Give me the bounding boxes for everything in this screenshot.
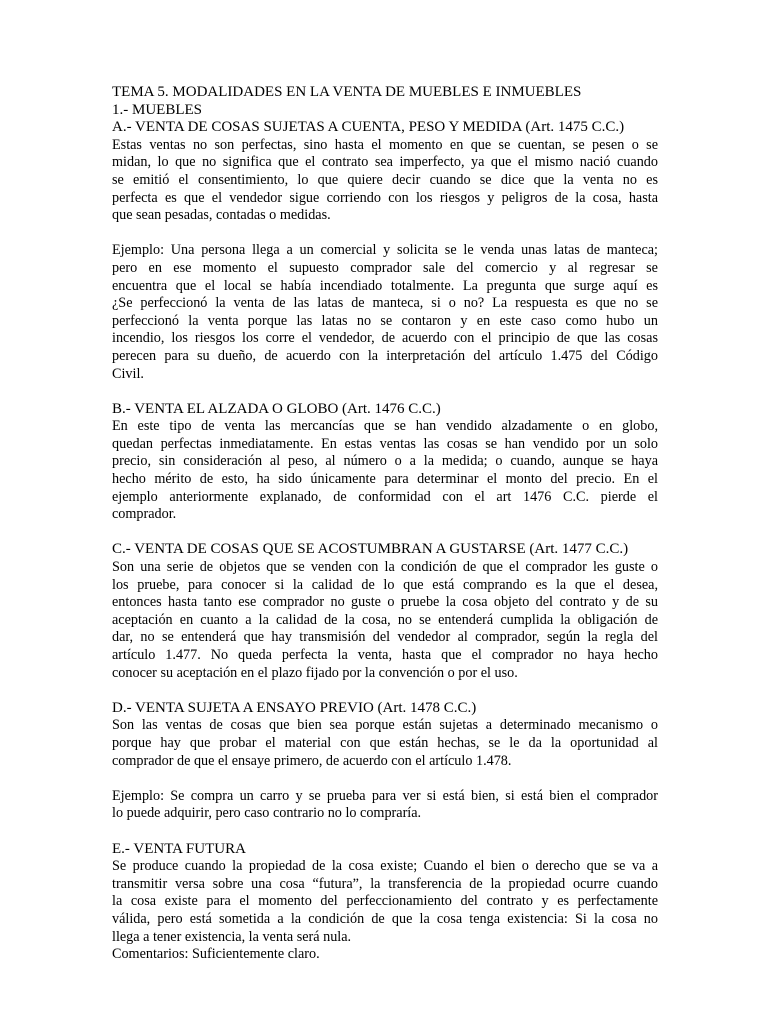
text-line: Ejemplo: Una persona llega a un comercial y solicita se le venda unas latas de manteca; <box>112 242 658 259</box>
text-line: encuentra que el local se había incendiado totalmente. La pregunta que surge aquí es <box>112 277 658 294</box>
text-line: midan, lo que no significa que el contrato sea imperfecto, ya que el mismo nació cuando <box>112 154 658 171</box>
text-line: llega a tener existencia, la venta será nula. <box>112 928 352 945</box>
text-line: precio, sin consideración al peso, al número o a la medida; o cuando, aunque se haya <box>112 453 658 470</box>
text-line: Son las ventas de cosas que bien sea porque están sujetas a determinado mecanismo o <box>112 717 658 734</box>
section-heading: 1.- MUEBLES <box>112 101 202 118</box>
text-line: ¿Se perfeccionó la venta de las latas de manteca, si o no? La respuesta es que no se <box>112 295 658 312</box>
paragraph-gap <box>112 770 658 788</box>
paragraph-gap <box>112 823 658 841</box>
text-line: transmitir versa sobre una cosa “futura”, la transferencia de la propiedad ocurre cuando <box>112 875 658 892</box>
text-line: En este tipo de venta las mercancías que se han vendido alzadamente o en globo, <box>112 418 658 435</box>
text-line: pero en ese momento el supuesto comprador sale del comercio y al regresar se <box>112 259 658 276</box>
text-line: quedan perfectas inmediatamente. En estas ventas las cosas se han vendido por un solo <box>112 435 658 452</box>
text-line: Ejemplo: Se compra un carro y se prueba para ver si está bien, si está bien el comprador <box>112 787 658 804</box>
text-line: comprador de que el ensaye primero, de acuerdo con el artículo 1.478. <box>112 752 512 769</box>
text-line: hecho mérito de esto, ha sido únicamente para determinar el monto del precio. En el <box>112 471 658 488</box>
paragraph-gap <box>112 383 658 401</box>
document-body <box>112 119 658 964</box>
paragraph <box>112 788 658 823</box>
text-line: se emitió el consentimiento, lo que quiere decir cuando se dice que la venta no es <box>112 171 658 188</box>
text-line: comprador. <box>112 506 177 523</box>
paragraph <box>112 242 658 383</box>
paragraph-gap <box>112 682 658 700</box>
document-title: TEMA 5. MODALIDADES EN LA VENTA DE MUEBLES E INMUEBLES <box>112 84 582 100</box>
subsection-heading: D.- VENTA SUJETA A ENSAYO PREVIO (Art. 1478 C.C.) <box>112 699 477 716</box>
paragraph <box>112 137 658 225</box>
text-line: dar, no se entenderá que hay transmisión del vendedor al comprador, según la regla del <box>112 629 658 646</box>
text-line: la cosa existe para el momento del perfeccionamiento del contrato y es perfectamente <box>112 893 658 910</box>
text-line: ejemplo anteriormente explanado, de conformidad con el art 1476 C.C. pierde el <box>112 488 658 505</box>
text-line: perfecta es que el vendedor sigue corriendo con los riesgos y peligros de la cosa, hasta <box>112 189 658 206</box>
subsection-heading: B.- VENTA EL ALZADA O GLOBO (Art. 1476 C.C.) <box>112 400 441 417</box>
paragraph <box>112 858 658 964</box>
text-line: válida, pero está sometida a la condición de que la cosa tenga existencia: Si la cosa no <box>112 910 658 927</box>
text-line: los pruebe, para conocer si la calidad de lo que está comprando es la que el desea, <box>112 576 658 593</box>
text-line: que sean pesadas, contadas o medidas. <box>112 207 331 224</box>
subsection-heading: E.- VENTA FUTURA <box>112 840 246 857</box>
paragraph-gap <box>112 524 658 542</box>
text-line: incendio, los riesgos los corre el vendedor, de acuerdo con el principio de que las cosas <box>112 330 658 347</box>
paragraph <box>112 418 658 524</box>
paragraph <box>112 717 658 770</box>
text-line: conocer su aceptación en el plazo fijado por la convención o por el uso. <box>112 664 518 681</box>
text-line: perecen para su dueño, de acuerdo con la interpretación del artículo 1.475 del Código <box>112 347 658 364</box>
subsection-heading: A.- VENTA DE COSAS SUJETAS A CUENTA, PESO Y MEDIDA (Art. 1475 C.C.) <box>112 119 625 136</box>
subsection-heading: C.- VENTA DE COSAS QUE SE ACOSTUMBRAN A GUSTARSE (Art. 1477 C.C.) <box>112 541 629 558</box>
text-line: perfeccionó la venta porque las latas no se contaron y en este caso como hubo un <box>112 312 658 329</box>
text-line: lo puede adquirir, pero caso contrario no lo compraría. <box>112 805 422 822</box>
text-line: Son una serie de objetos que se venden con la condición de que el comprador les guste o <box>112 559 658 576</box>
paragraph-gap <box>112 225 658 243</box>
text-line: artículo 1.477. No queda perfecta la venta, hasta que el comprador no haya hecho <box>112 647 658 663</box>
text-line: porque hay que probar el material con que están hechas, se le da la oportunidad al <box>112 734 658 751</box>
text-line: Civil. <box>112 365 144 382</box>
text-line: Se produce cuando la propiedad de la cosa existe; Cuando el bien o derecho que se va a <box>112 858 658 875</box>
text-line: Comentarios: Suficientemente claro. <box>112 946 320 963</box>
text-line: aceptación en cuanto a la calidad de la cosa, no se entenderá cumplida la obligación de <box>112 611 658 628</box>
text-line: Estas ventas no son perfectas, sino hasta el momento en que se cuentan, se pesen o se <box>112 136 658 153</box>
text-line: entonces hasta tanto ese comprador no guste o pruebe la cosa objeto del contrato y de su <box>112 594 658 611</box>
paragraph <box>112 559 658 682</box>
